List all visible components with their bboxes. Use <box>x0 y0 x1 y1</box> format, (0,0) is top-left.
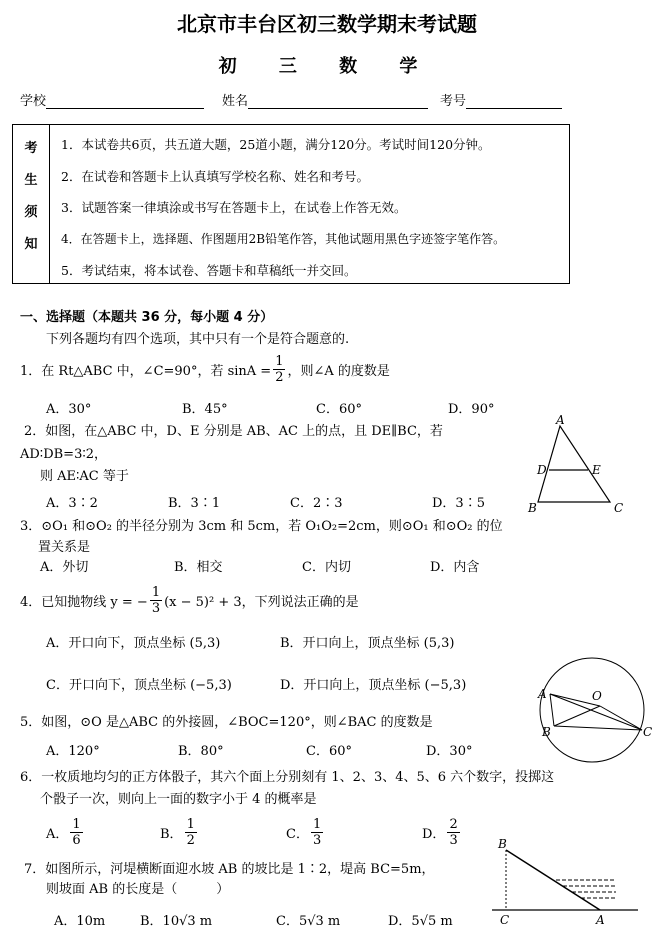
q6-option-b[interactable] <box>160 814 199 850</box>
label-a: A <box>596 913 605 927</box>
frac-numerator: 1 <box>275 353 284 369</box>
q4-text-post: (x − 5)² + 3，下列说法正确的是 <box>164 594 359 610</box>
frac-numerator: 1 <box>186 816 195 832</box>
q6-line-2: 个骰子一次，则向上一面的数字小于 4 的概率是 <box>40 792 317 807</box>
q5-option-a[interactable]: A．120° <box>46 744 100 759</box>
segment-bo <box>554 706 600 726</box>
q5-circle-figure <box>534 650 652 774</box>
q5-text: 5．如图，⊙O 是△ABC 的外接圆，∠BOC=120°，则∠BAC 的度数是 <box>20 715 433 730</box>
question-4 <box>20 582 359 618</box>
q2-line-1: 2．如图，在△ABC 中，D、E 分别是 AB、AC 上的点，且 DE∥BC，若 <box>24 424 443 439</box>
notice-char: 考 <box>24 141 38 156</box>
frac-denominator: 3 <box>449 832 458 848</box>
notice-item: 4．在答题卡上，选择题、作图题用2B铅笔作答，其他试题用黑色字迹签字笔作答。 <box>61 232 506 246</box>
segment-ab <box>550 694 554 726</box>
label-b: B <box>528 501 537 515</box>
label-b: B <box>498 837 507 851</box>
section-heading: 一、选择题（本题共 36 分，每小题 4 分） <box>20 310 274 325</box>
notice-char: 生 <box>24 173 38 188</box>
id-field[interactable] <box>440 90 562 109</box>
subject-title: 初 三 数 学 <box>218 56 436 77</box>
q1-option-d[interactable]: D．90° <box>448 402 495 417</box>
school-blank[interactable] <box>46 94 204 109</box>
frac-numerator: 2 <box>449 816 458 832</box>
q2-triangle-figure <box>520 412 630 516</box>
q7-option-d[interactable]: D．5√5 m <box>388 914 453 929</box>
frac-denominator: 6 <box>72 832 81 848</box>
q1-text-post: ，则∠A 的度数是 <box>287 363 390 379</box>
section-intro: 下列各题均有四个选项，其中只有一个是符合题意的. <box>46 332 350 347</box>
q1-option-b[interactable]: B．45° <box>182 402 228 417</box>
q2-option-c[interactable]: C．2∶3 <box>290 496 343 511</box>
id-blank[interactable] <box>466 94 562 109</box>
frac-denominator: 3 <box>151 600 161 616</box>
q6-line-1: 6．一枚质地均匀的正方体骰子，其六个面上分别刻有 1、2、3、4、5、6 六个数字，投掷这 <box>20 770 555 785</box>
q4-fraction <box>150 586 162 615</box>
q4-option-d[interactable]: D．开口向上，顶点坐标 (−5,3) <box>280 678 467 693</box>
notice-item: 5．考试结束，将本试卷、答题卡和草稿纸一并交回。 <box>61 263 357 278</box>
q3-option-a[interactable]: A．外切 <box>40 560 89 575</box>
frac-numerator: 1 <box>72 816 81 832</box>
notice-item: 2．在试卷和答题卡上认真填写学校名称、姓名和考号。 <box>61 169 369 184</box>
segment-bc <box>554 726 642 730</box>
q6-option-a[interactable] <box>46 814 85 850</box>
q7-option-a[interactable]: A．10m <box>54 914 106 929</box>
q7-option-c[interactable]: C．5√3 m <box>276 914 341 929</box>
notice-char: 须 <box>24 205 38 220</box>
q6-option-c[interactable] <box>286 814 325 850</box>
option-fraction <box>311 818 323 847</box>
frac-denominator: 2 <box>186 832 195 848</box>
q7-embankment-figure <box>488 836 648 936</box>
q7-line-2: 则坡面 AB 的长度是（ ） <box>46 882 230 897</box>
option-fraction <box>185 818 197 847</box>
q2-line-3: 则 AE∶AC 等于 <box>40 469 129 484</box>
frac-numerator: 1 <box>312 816 322 832</box>
q3-option-b[interactable]: B．相交 <box>174 560 223 575</box>
q4-option-b[interactable]: B．开口向上，顶点坐标 (5,3) <box>280 636 455 651</box>
q4-option-c[interactable]: C．开口向下，顶点坐标 (−5,3) <box>46 678 232 693</box>
notice-side-label <box>13 125 50 283</box>
name-blank[interactable] <box>248 94 428 109</box>
q2-option-a[interactable]: A．3∶2 <box>46 496 98 511</box>
question-1 <box>20 352 390 386</box>
option-letter: A． <box>46 826 69 842</box>
q4-option-a[interactable]: A．开口向下，顶点坐标 (5,3) <box>46 636 221 651</box>
label-c: C <box>614 501 624 515</box>
frac-numerator: 1 <box>151 584 161 600</box>
q1-fraction <box>273 355 285 384</box>
q2-line-2: AD∶DB=3∶2， <box>20 447 107 462</box>
q3-option-d[interactable]: D．内含 <box>430 560 480 575</box>
label-a: A <box>538 687 547 701</box>
label-c: C <box>643 725 652 739</box>
option-letter: D． <box>422 826 446 842</box>
frac-denominator: 2 <box>275 369 284 385</box>
q7-line-1: 7．如图所示，河堤横断面迎水坡 AB 的坡比是 1∶2，堤高 BC=5m， <box>24 862 435 877</box>
name-label: 姓名 <box>222 94 249 109</box>
q5-option-b[interactable]: B．80° <box>178 744 224 759</box>
q2-option-d[interactable]: D．3∶5 <box>432 496 485 511</box>
label-a: A <box>556 413 565 427</box>
label-b: B <box>542 725 551 739</box>
option-fraction <box>447 818 459 847</box>
slope-ab <box>506 850 600 910</box>
q6-option-d[interactable] <box>422 814 462 850</box>
frac-denominator: 3 <box>312 832 322 848</box>
q7-option-b[interactable]: B．10√3 m <box>140 914 213 929</box>
id-label: 考号 <box>440 94 467 109</box>
notice-item: 1．本试卷共6页，共五道大题，25道小题，满分120分。考试时间120分钟。 <box>61 137 491 152</box>
q2-option-b[interactable]: B．3∶1 <box>168 496 221 511</box>
q3-line-1: 3．⊙O₁ 和⊙O₂ 的半径分别为 3cm 和 5cm，若 O₁O₂=2cm，则⊙O₁ 和⊙O₂ 的位 <box>20 519 503 534</box>
q3-option-c[interactable]: C．内切 <box>302 560 351 575</box>
q1-option-c[interactable]: C．60° <box>316 402 362 417</box>
label-c: C <box>500 913 510 927</box>
q1-option-a[interactable]: A．30° <box>46 402 92 417</box>
name-field[interactable] <box>222 90 428 109</box>
segment-oc <box>600 706 642 730</box>
label-o: O <box>592 689 602 703</box>
page-title: 北京市丰台区初三数学期末考试题 <box>177 12 477 36</box>
school-field[interactable] <box>20 90 204 109</box>
option-fraction <box>70 818 82 847</box>
q5-option-d[interactable]: D．30° <box>426 744 473 759</box>
notice-char: 知 <box>24 237 38 252</box>
label-d: D <box>537 463 547 477</box>
school-label: 学校 <box>20 94 47 109</box>
q1-text-pre: 1．在 Rt△ABC 中，∠C=90°，若 sinA = <box>20 363 272 379</box>
exam-notice-box <box>12 124 570 284</box>
q4-text-pre: 4．已知抛物线 y = − <box>20 594 148 610</box>
option-letter: C． <box>286 826 309 842</box>
q5-option-c[interactable]: C．60° <box>306 744 352 759</box>
notice-item: 3．试题答案一律填涂或书写在答题卡上，在试卷上作答无效。 <box>61 200 407 215</box>
label-e: E <box>592 463 601 477</box>
q3-line-2: 置关系是 <box>38 540 91 555</box>
option-letter: B． <box>160 826 183 842</box>
